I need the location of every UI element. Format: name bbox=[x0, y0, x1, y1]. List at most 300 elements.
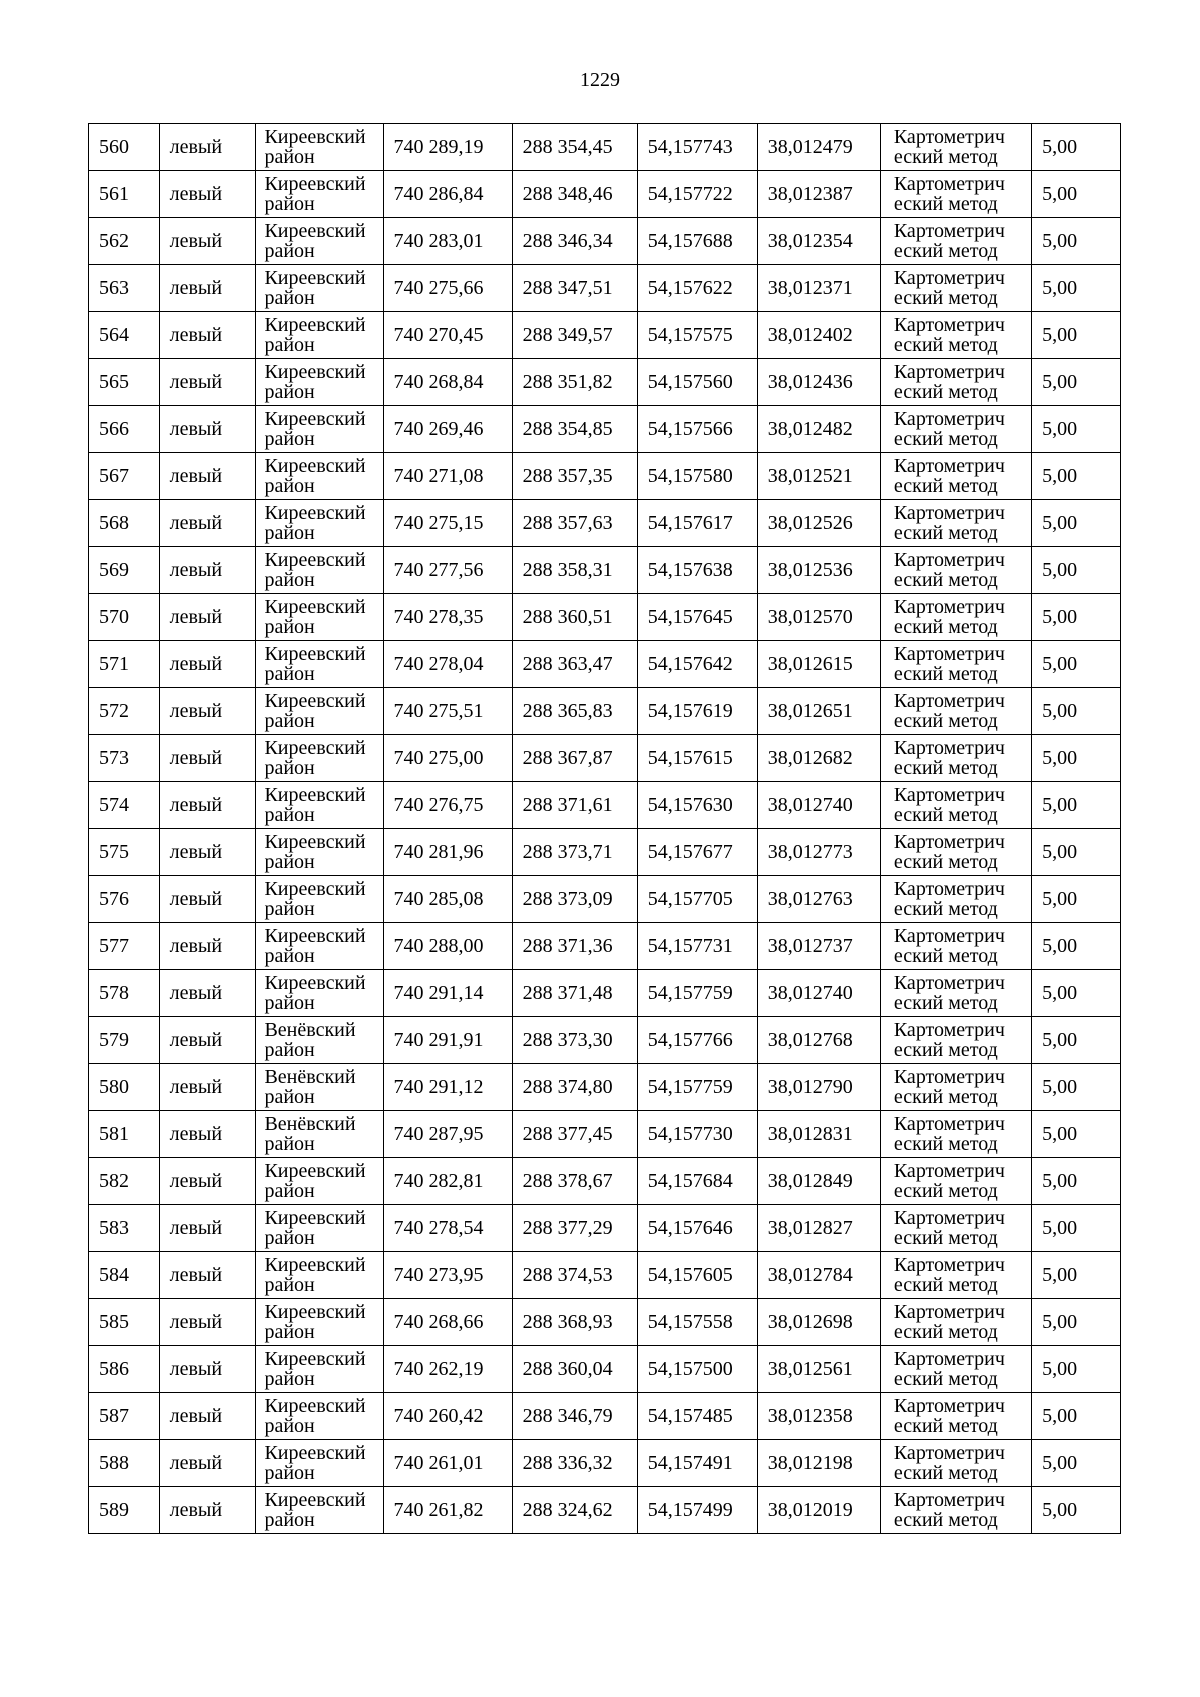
side-cell: левый bbox=[159, 782, 256, 829]
accuracy-cell: 5,00 bbox=[1032, 1205, 1121, 1252]
side-cell: левый bbox=[159, 1017, 256, 1064]
point-number-cell: 585 bbox=[89, 1299, 160, 1346]
method-line: Картометрич bbox=[893, 1207, 1005, 1229]
table-row bbox=[89, 782, 1121, 829]
method-line: еский метод bbox=[893, 898, 998, 920]
coord-x-cell: 740 285,08 bbox=[383, 876, 512, 923]
longitude-cell: 38,012651 bbox=[757, 688, 880, 735]
method-cell bbox=[880, 218, 1031, 265]
accuracy-cell: 5,00 bbox=[1032, 124, 1121, 171]
coord-y-cell: 288 348,46 bbox=[512, 171, 637, 218]
method-line: Картометрич bbox=[893, 1301, 1005, 1323]
side-cell: левый bbox=[159, 641, 256, 688]
point-number-cell: 576 bbox=[89, 876, 160, 923]
latitude-cell: 54,157605 bbox=[637, 1252, 757, 1299]
accuracy-cell: 5,00 bbox=[1032, 312, 1121, 359]
method-cell bbox=[880, 1440, 1031, 1487]
longitude-cell: 38,012784 bbox=[757, 1252, 880, 1299]
side-cell: левый bbox=[159, 829, 256, 876]
district-line: район bbox=[264, 193, 315, 215]
side-cell: левый bbox=[159, 453, 256, 500]
coord-y-cell: 288 373,71 bbox=[512, 829, 637, 876]
table-row bbox=[89, 1111, 1121, 1158]
longitude-cell: 38,012768 bbox=[757, 1017, 880, 1064]
accuracy-cell: 5,00 bbox=[1032, 594, 1121, 641]
point-number-cell: 574 bbox=[89, 782, 160, 829]
accuracy-cell: 5,00 bbox=[1032, 1440, 1121, 1487]
table-row bbox=[89, 312, 1121, 359]
district-cell bbox=[256, 641, 383, 688]
longitude-cell: 38,012790 bbox=[757, 1064, 880, 1111]
district-line: район bbox=[264, 475, 315, 497]
longitude-cell: 38,012482 bbox=[757, 406, 880, 453]
side-cell: левый bbox=[159, 1252, 256, 1299]
latitude-cell: 54,157617 bbox=[637, 500, 757, 547]
district-line: район bbox=[264, 240, 315, 262]
table-row bbox=[89, 171, 1121, 218]
longitude-cell: 38,012198 bbox=[757, 1440, 880, 1487]
coord-x-cell: 740 275,15 bbox=[383, 500, 512, 547]
coord-y-cell: 288 346,34 bbox=[512, 218, 637, 265]
district-cell bbox=[256, 829, 383, 876]
latitude-cell: 54,157642 bbox=[637, 641, 757, 688]
latitude-cell: 54,157566 bbox=[637, 406, 757, 453]
coord-y-cell: 288 360,04 bbox=[512, 1346, 637, 1393]
table-row bbox=[89, 1064, 1121, 1111]
table-row bbox=[89, 453, 1121, 500]
method-cell bbox=[880, 1487, 1031, 1534]
side-cell: левый bbox=[159, 923, 256, 970]
side-cell: левый bbox=[159, 171, 256, 218]
district-cell bbox=[256, 124, 383, 171]
side-cell: левый bbox=[159, 547, 256, 594]
longitude-cell: 38,012019 bbox=[757, 1487, 880, 1534]
table-row bbox=[89, 829, 1121, 876]
method-line: Картометрич bbox=[893, 502, 1005, 524]
district-line: Венёвский bbox=[264, 1066, 356, 1088]
point-number-cell: 569 bbox=[89, 547, 160, 594]
longitude-cell: 38,012526 bbox=[757, 500, 880, 547]
coord-x-cell: 740 275,00 bbox=[383, 735, 512, 782]
coord-y-cell: 288 371,61 bbox=[512, 782, 637, 829]
latitude-cell: 54,157619 bbox=[637, 688, 757, 735]
district-cell bbox=[256, 500, 383, 547]
district-line: Киреевский bbox=[264, 643, 366, 665]
latitude-cell: 54,157630 bbox=[637, 782, 757, 829]
coord-x-cell: 740 288,00 bbox=[383, 923, 512, 970]
method-line: Картометрич bbox=[893, 784, 1005, 806]
accuracy-cell: 5,00 bbox=[1032, 1158, 1121, 1205]
coord-y-cell: 288 377,45 bbox=[512, 1111, 637, 1158]
method-cell bbox=[880, 641, 1031, 688]
district-line: район bbox=[264, 851, 315, 873]
method-line: Картометрич bbox=[893, 1113, 1005, 1135]
accuracy-cell: 5,00 bbox=[1032, 782, 1121, 829]
latitude-cell: 54,157688 bbox=[637, 218, 757, 265]
longitude-cell: 38,012354 bbox=[757, 218, 880, 265]
method-line: Картометрич bbox=[893, 126, 1005, 148]
method-line: еский метод bbox=[893, 710, 998, 732]
coord-y-cell: 288 378,67 bbox=[512, 1158, 637, 1205]
table-row bbox=[89, 547, 1121, 594]
district-line: Киреевский bbox=[264, 1348, 366, 1370]
district-cell bbox=[256, 1487, 383, 1534]
point-number-cell: 579 bbox=[89, 1017, 160, 1064]
coord-y-cell: 288 377,29 bbox=[512, 1205, 637, 1252]
latitude-cell: 54,157645 bbox=[637, 594, 757, 641]
coord-x-cell: 740 271,08 bbox=[383, 453, 512, 500]
district-line: Киреевский bbox=[264, 690, 366, 712]
side-cell: левый bbox=[159, 594, 256, 641]
side-cell: левый bbox=[159, 735, 256, 782]
district-line: район bbox=[264, 616, 315, 638]
district-line: район bbox=[264, 569, 315, 591]
method-cell bbox=[880, 312, 1031, 359]
longitude-cell: 38,012763 bbox=[757, 876, 880, 923]
longitude-cell: 38,012561 bbox=[757, 1346, 880, 1393]
district-cell bbox=[256, 547, 383, 594]
method-line: еский метод bbox=[893, 1039, 998, 1061]
point-number-cell: 560 bbox=[89, 124, 160, 171]
coord-x-cell: 740 268,84 bbox=[383, 359, 512, 406]
table-row bbox=[89, 218, 1121, 265]
method-cell bbox=[880, 1346, 1031, 1393]
district-cell bbox=[256, 1158, 383, 1205]
side-cell: левый bbox=[159, 688, 256, 735]
table-row bbox=[89, 406, 1121, 453]
method-line: Картометрич bbox=[893, 1489, 1005, 1511]
method-cell bbox=[880, 1252, 1031, 1299]
district-line: район bbox=[264, 1509, 315, 1531]
coord-y-cell: 288 374,80 bbox=[512, 1064, 637, 1111]
district-line: Киреевский bbox=[264, 1442, 366, 1464]
longitude-cell: 38,012570 bbox=[757, 594, 880, 641]
district-line: Киреевский bbox=[264, 361, 366, 383]
district-line: Киреевский bbox=[264, 925, 366, 947]
district-line: Киреевский bbox=[264, 1160, 366, 1182]
method-line: Картометрич bbox=[893, 1160, 1005, 1182]
method-line: еский метод bbox=[893, 1368, 998, 1390]
method-line: еский метод bbox=[893, 757, 998, 779]
district-line: Киреевский bbox=[264, 1301, 366, 1323]
district-line: район bbox=[264, 287, 315, 309]
point-number-cell: 583 bbox=[89, 1205, 160, 1252]
method-line: еский метод bbox=[893, 1086, 998, 1108]
longitude-cell: 38,012521 bbox=[757, 453, 880, 500]
accuracy-cell: 5,00 bbox=[1032, 829, 1121, 876]
latitude-cell: 54,157731 bbox=[637, 923, 757, 970]
district-line: район bbox=[264, 428, 315, 450]
district-line: Киреевский bbox=[264, 1489, 366, 1511]
longitude-cell: 38,012740 bbox=[757, 970, 880, 1017]
table-row bbox=[89, 359, 1121, 406]
district-line: Киреевский bbox=[264, 596, 366, 618]
latitude-cell: 54,157646 bbox=[637, 1205, 757, 1252]
latitude-cell: 54,157500 bbox=[637, 1346, 757, 1393]
latitude-cell: 54,157558 bbox=[637, 1299, 757, 1346]
method-line: еский метод bbox=[893, 1321, 998, 1343]
method-cell bbox=[880, 1299, 1031, 1346]
longitude-cell: 38,012682 bbox=[757, 735, 880, 782]
method-line: Картометрич bbox=[893, 737, 1005, 759]
accuracy-cell: 5,00 bbox=[1032, 359, 1121, 406]
district-line: район bbox=[264, 710, 315, 732]
latitude-cell: 54,157622 bbox=[637, 265, 757, 312]
method-cell bbox=[880, 1064, 1031, 1111]
coord-y-cell: 288 371,36 bbox=[512, 923, 637, 970]
district-line: Киреевский bbox=[264, 267, 366, 289]
district-line: район bbox=[264, 898, 315, 920]
coord-y-cell: 288 365,83 bbox=[512, 688, 637, 735]
coord-x-cell: 740 278,54 bbox=[383, 1205, 512, 1252]
method-line: еский метод bbox=[893, 146, 998, 168]
accuracy-cell: 5,00 bbox=[1032, 1111, 1121, 1158]
district-line: район bbox=[264, 1321, 315, 1343]
district-line: район bbox=[264, 146, 315, 168]
table-body bbox=[89, 124, 1121, 1534]
side-cell: левый bbox=[159, 1299, 256, 1346]
point-number-cell: 566 bbox=[89, 406, 160, 453]
district-line: Киреевский bbox=[264, 314, 366, 336]
method-line: еский метод bbox=[893, 475, 998, 497]
coord-x-cell: 740 278,35 bbox=[383, 594, 512, 641]
point-number-cell: 570 bbox=[89, 594, 160, 641]
coord-y-cell: 288 360,51 bbox=[512, 594, 637, 641]
method-cell bbox=[880, 1158, 1031, 1205]
latitude-cell: 54,157722 bbox=[637, 171, 757, 218]
method-line: еский метод bbox=[893, 663, 998, 685]
coord-x-cell: 740 277,56 bbox=[383, 547, 512, 594]
accuracy-cell: 5,00 bbox=[1032, 641, 1121, 688]
longitude-cell: 38,012536 bbox=[757, 547, 880, 594]
method-line: еский метод bbox=[893, 804, 998, 826]
accuracy-cell: 5,00 bbox=[1032, 1393, 1121, 1440]
coord-x-cell: 740 270,45 bbox=[383, 312, 512, 359]
coord-y-cell: 288 357,63 bbox=[512, 500, 637, 547]
method-line: еский метод bbox=[893, 851, 998, 873]
longitude-cell: 38,012737 bbox=[757, 923, 880, 970]
table-row bbox=[89, 1299, 1121, 1346]
table-row bbox=[89, 1440, 1121, 1487]
table-row bbox=[89, 923, 1121, 970]
method-line: Картометрич bbox=[893, 1395, 1005, 1417]
point-number-cell: 578 bbox=[89, 970, 160, 1017]
table-row bbox=[89, 1205, 1121, 1252]
district-line: район bbox=[264, 804, 315, 826]
coord-y-cell: 288 373,30 bbox=[512, 1017, 637, 1064]
coord-x-cell: 740 262,19 bbox=[383, 1346, 512, 1393]
method-line: еский метод bbox=[893, 193, 998, 215]
accuracy-cell: 5,00 bbox=[1032, 1299, 1121, 1346]
table-row bbox=[89, 688, 1121, 735]
district-line: Киреевский bbox=[264, 408, 366, 430]
method-line: еский метод bbox=[893, 569, 998, 591]
method-line: еский метод bbox=[893, 1509, 998, 1531]
coord-x-cell: 740 286,84 bbox=[383, 171, 512, 218]
coord-x-cell: 740 261,82 bbox=[383, 1487, 512, 1534]
accuracy-cell: 5,00 bbox=[1032, 970, 1121, 1017]
method-cell bbox=[880, 500, 1031, 547]
district-cell bbox=[256, 782, 383, 829]
accuracy-cell: 5,00 bbox=[1032, 688, 1121, 735]
accuracy-cell: 5,00 bbox=[1032, 1017, 1121, 1064]
table-row bbox=[89, 735, 1121, 782]
district-line: район bbox=[264, 992, 315, 1014]
side-cell: левый bbox=[159, 1346, 256, 1393]
longitude-cell: 38,012402 bbox=[757, 312, 880, 359]
latitude-cell: 54,157575 bbox=[637, 312, 757, 359]
district-line: Киреевский bbox=[264, 1207, 366, 1229]
coord-x-cell: 740 261,01 bbox=[383, 1440, 512, 1487]
district-cell bbox=[256, 171, 383, 218]
longitude-cell: 38,012387 bbox=[757, 171, 880, 218]
district-cell bbox=[256, 876, 383, 923]
coord-x-cell: 740 291,14 bbox=[383, 970, 512, 1017]
longitude-cell: 38,012358 bbox=[757, 1393, 880, 1440]
side-cell: левый bbox=[159, 1205, 256, 1252]
district-cell bbox=[256, 970, 383, 1017]
district-cell bbox=[256, 218, 383, 265]
method-cell bbox=[880, 1393, 1031, 1440]
longitude-cell: 38,012773 bbox=[757, 829, 880, 876]
district-line: Киреевский bbox=[264, 831, 366, 853]
district-line: Киреевский bbox=[264, 549, 366, 571]
method-line: Картометрич bbox=[893, 690, 1005, 712]
table-row bbox=[89, 594, 1121, 641]
table-row bbox=[89, 1393, 1121, 1440]
table-row bbox=[89, 970, 1121, 1017]
method-line: Картометрич bbox=[893, 1066, 1005, 1088]
method-line: еский метод bbox=[893, 428, 998, 450]
coord-x-cell: 740 283,01 bbox=[383, 218, 512, 265]
table-row bbox=[89, 124, 1121, 171]
coord-y-cell: 288 373,09 bbox=[512, 876, 637, 923]
side-cell: левый bbox=[159, 1158, 256, 1205]
accuracy-cell: 5,00 bbox=[1032, 923, 1121, 970]
method-line: еский метод bbox=[893, 1415, 998, 1437]
district-line: Киреевский bbox=[264, 502, 366, 524]
side-cell: левый bbox=[159, 218, 256, 265]
table-row bbox=[89, 876, 1121, 923]
method-cell bbox=[880, 406, 1031, 453]
method-line: еский метод bbox=[893, 1462, 998, 1484]
district-cell bbox=[256, 1205, 383, 1252]
point-number-cell: 571 bbox=[89, 641, 160, 688]
point-number-cell: 568 bbox=[89, 500, 160, 547]
coord-x-cell: 740 275,66 bbox=[383, 265, 512, 312]
method-line: еский метод bbox=[893, 945, 998, 967]
longitude-cell: 38,012698 bbox=[757, 1299, 880, 1346]
latitude-cell: 54,157743 bbox=[637, 124, 757, 171]
side-cell: левый bbox=[159, 970, 256, 1017]
coord-y-cell: 288 368,93 bbox=[512, 1299, 637, 1346]
table-row bbox=[89, 1017, 1121, 1064]
side-cell: левый bbox=[159, 124, 256, 171]
method-cell bbox=[880, 1017, 1031, 1064]
page-number: 1229 bbox=[580, 69, 620, 91]
method-line: еский метод bbox=[893, 1133, 998, 1155]
latitude-cell: 54,157684 bbox=[637, 1158, 757, 1205]
table-row bbox=[89, 265, 1121, 312]
table-row bbox=[89, 1252, 1121, 1299]
latitude-cell: 54,157638 bbox=[637, 547, 757, 594]
district-line: Киреевский bbox=[264, 878, 366, 900]
coord-x-cell: 740 287,95 bbox=[383, 1111, 512, 1158]
method-line: еский метод bbox=[893, 287, 998, 309]
district-line: Киреевский bbox=[264, 737, 366, 759]
method-cell bbox=[880, 171, 1031, 218]
point-number-cell: 561 bbox=[89, 171, 160, 218]
coord-x-cell: 740 291,91 bbox=[383, 1017, 512, 1064]
longitude-cell: 38,012831 bbox=[757, 1111, 880, 1158]
district-line: район bbox=[264, 1368, 315, 1390]
coord-x-cell: 740 268,66 bbox=[383, 1299, 512, 1346]
coord-x-cell: 740 273,95 bbox=[383, 1252, 512, 1299]
method-line: Картометрич bbox=[893, 643, 1005, 665]
side-cell: левый bbox=[159, 1064, 256, 1111]
coord-y-cell: 288 349,57 bbox=[512, 312, 637, 359]
method-line: Картометрич bbox=[893, 267, 1005, 289]
method-cell bbox=[880, 547, 1031, 594]
district-cell bbox=[256, 1393, 383, 1440]
method-cell bbox=[880, 923, 1031, 970]
method-line: Картометрич bbox=[893, 1019, 1005, 1041]
method-cell bbox=[880, 1111, 1031, 1158]
side-cell: левый bbox=[159, 1440, 256, 1487]
method-cell bbox=[880, 1205, 1031, 1252]
latitude-cell: 54,157677 bbox=[637, 829, 757, 876]
coord-x-cell: 740 275,51 bbox=[383, 688, 512, 735]
method-line: еский метод bbox=[893, 522, 998, 544]
district-cell bbox=[256, 1440, 383, 1487]
table-row bbox=[89, 1346, 1121, 1393]
method-line: Картометрич bbox=[893, 408, 1005, 430]
method-cell bbox=[880, 265, 1031, 312]
latitude-cell: 54,157759 bbox=[637, 970, 757, 1017]
method-cell bbox=[880, 829, 1031, 876]
accuracy-cell: 5,00 bbox=[1032, 547, 1121, 594]
coord-y-cell: 288 357,35 bbox=[512, 453, 637, 500]
method-line: Картометрич bbox=[893, 596, 1005, 618]
district-cell bbox=[256, 735, 383, 782]
side-cell: левый bbox=[159, 876, 256, 923]
accuracy-cell: 5,00 bbox=[1032, 171, 1121, 218]
coord-y-cell: 288 358,31 bbox=[512, 547, 637, 594]
district-line: Киреевский bbox=[264, 220, 366, 242]
method-line: Картометрич bbox=[893, 1442, 1005, 1464]
method-line: Картометрич bbox=[893, 878, 1005, 900]
latitude-cell: 54,157485 bbox=[637, 1393, 757, 1440]
district-cell bbox=[256, 359, 383, 406]
coord-y-cell: 288 336,32 bbox=[512, 1440, 637, 1487]
point-number-cell: 562 bbox=[89, 218, 160, 265]
latitude-cell: 54,157560 bbox=[637, 359, 757, 406]
method-line: Картометрич bbox=[893, 1348, 1005, 1370]
district-cell bbox=[256, 406, 383, 453]
accuracy-cell: 5,00 bbox=[1032, 1252, 1121, 1299]
district-line: Киреевский bbox=[264, 1395, 366, 1417]
district-line: район bbox=[264, 1133, 315, 1155]
side-cell: левый bbox=[159, 500, 256, 547]
accuracy-cell: 5,00 bbox=[1032, 876, 1121, 923]
coord-x-cell: 740 281,96 bbox=[383, 829, 512, 876]
district-cell bbox=[256, 1346, 383, 1393]
district-line: Киреевский bbox=[264, 126, 366, 148]
latitude-cell: 54,157730 bbox=[637, 1111, 757, 1158]
coord-y-cell: 288 374,53 bbox=[512, 1252, 637, 1299]
coord-y-cell: 288 351,82 bbox=[512, 359, 637, 406]
point-number-cell: 589 bbox=[89, 1487, 160, 1534]
